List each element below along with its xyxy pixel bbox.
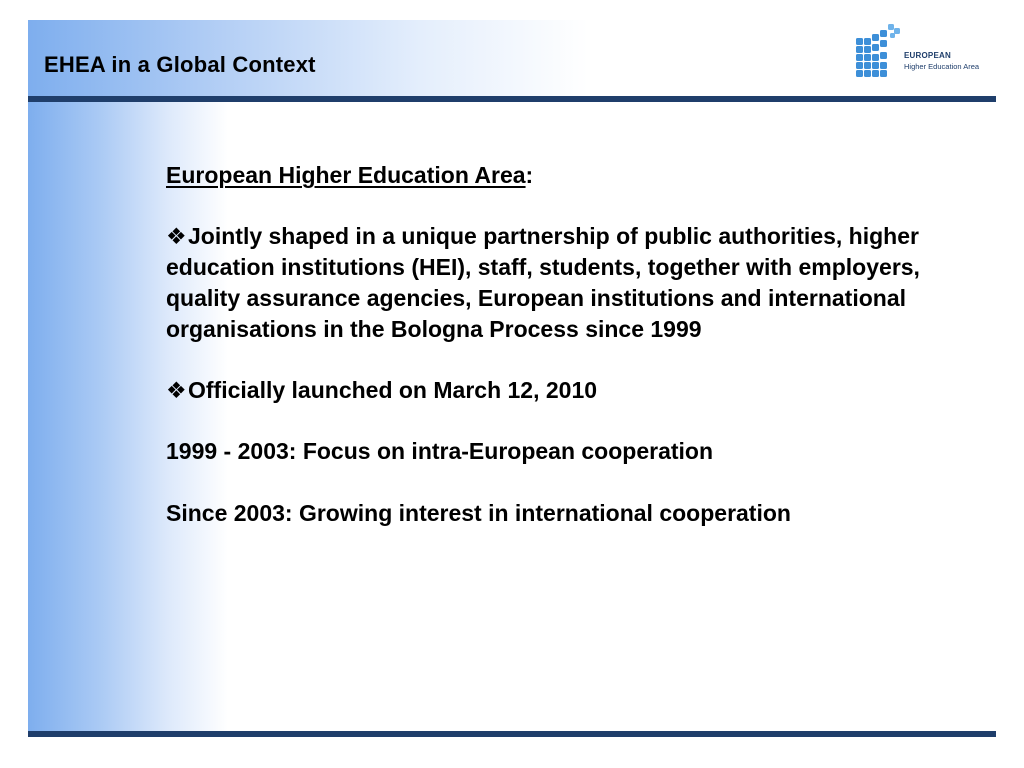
section-heading-colon: : bbox=[525, 162, 534, 188]
diamond-bullet-icon: ❖ bbox=[166, 223, 187, 250]
spacer bbox=[166, 467, 966, 498]
ehea-logo bbox=[856, 24, 996, 86]
logo-wordmark-line1: EUROPEAN bbox=[904, 51, 951, 60]
statement-line: Since 2003: Growing interest in international cooperation bbox=[166, 499, 791, 526]
bottom-divider bbox=[28, 731, 996, 737]
bullet-text: Officially launched on March 12, 2010 bbox=[188, 376, 598, 403]
ehea-puzzle-logo-icon bbox=[856, 24, 902, 84]
slide-body bbox=[166, 160, 966, 528]
spacer bbox=[166, 344, 966, 375]
logo-wordmark-line2: Higher Education Area bbox=[904, 62, 980, 71]
spacer bbox=[166, 406, 966, 437]
section-heading-text: European Higher Education Area bbox=[166, 162, 526, 188]
top-divider bbox=[28, 96, 996, 102]
bullet-item bbox=[166, 375, 966, 406]
section-heading bbox=[166, 160, 966, 191]
statement-line: 1999 - 2003: Focus on intra-European cooperation bbox=[166, 438, 714, 465]
diamond-bullet-icon: ❖ bbox=[166, 376, 187, 403]
bullet-item bbox=[166, 221, 966, 344]
bullet-text: Jointly shaped in a unique partnership of public authorities, higher education institutions (HEI), staff, students, together with employers, quality assurance agencies, European institutions and international organisations in the Bologna Process since 1999 bbox=[166, 223, 920, 342]
slide-title: EHEA in a Global Context bbox=[44, 52, 316, 77]
